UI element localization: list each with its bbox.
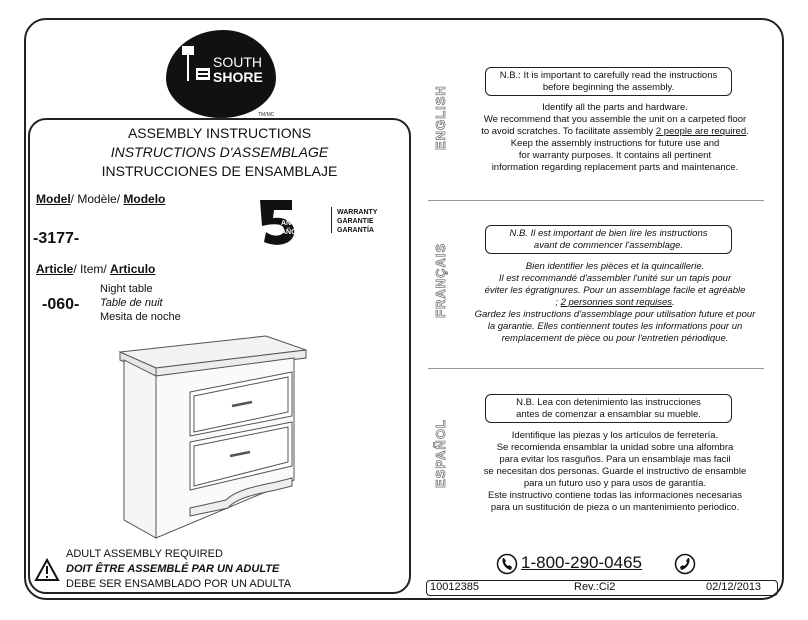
phone-number: 1-800-290-0465	[521, 553, 642, 572]
article-number: -060-	[42, 296, 80, 313]
warning-icon	[34, 558, 60, 582]
document-code: 10012385	[430, 581, 479, 593]
section-label-french: FRANÇAIS	[433, 242, 448, 318]
logo-shore: SHORE	[213, 69, 263, 85]
adult-required-es: DEBE SER ENSAMBLADO POR UN ADULTA	[66, 578, 292, 590]
paragraph-english: Identify all the parts and hardware. We recommend that you assemble the unit on a carpeted floor to avoid scratches. To facilitate assembly 2 people are required. Keep the assembly instructions for future use and for warranty purposes. It contains all pertinent information regarding replacement parts and maintenance.	[481, 102, 749, 173]
adult-required-en: ADULT ASSEMBLY REQUIRED	[66, 548, 223, 560]
section-divider	[428, 368, 764, 369]
revision: Rev.:Ci2	[574, 581, 616, 593]
title-es: INSTRUCCIONES DE ENSAMBLAJE	[101, 163, 338, 179]
title-fr: INSTRUCTIONS D'ASSEMBLAGE	[110, 144, 329, 160]
night-table-illustration	[116, 330, 312, 542]
trademark: TM/MC	[258, 112, 275, 118]
section-label-spanish: ESPAÑOL	[433, 419, 448, 488]
document-date: 02/12/2013	[706, 581, 762, 593]
phone-icon	[496, 553, 518, 575]
article-desc-en: Night table	[100, 283, 153, 295]
title-en: ASSEMBLY INSTRUCTIONS	[127, 125, 312, 141]
paragraph-spanish: Identifique las piezas y los artículos de ferretería. Se recomienda ensamblar la unidad sobre una alfombra para evitar los rasguños. Para un ensamblaje mas facil se necesitan dos personas. Guarde el instructivo de ensamble para un futuro uso y para usos de garantía. Este instructivo contiene todas las informaciones necesarias para un sustitución de pieza o un mantenimiento periodico.	[483, 430, 747, 513]
model-number: -3177-	[33, 230, 80, 247]
section-label-english: ENGLISH	[433, 85, 448, 150]
warranty-divider	[331, 207, 332, 233]
lamp-logo-icon	[178, 46, 212, 86]
adult-required-fr: DOIT ÊTRE ASSEMBLÉ PAR UN ADULTE	[66, 563, 280, 575]
article-label: Article/ Item/ Articulo	[36, 262, 156, 276]
warranty-text: WARRANTY GARANTIE GARANTÍA	[337, 209, 378, 234]
article-desc-fr: Table de nuit	[100, 297, 163, 309]
logo-south: SOUTH	[213, 54, 262, 70]
article-desc-es: Mesita de noche	[100, 311, 181, 323]
section-divider	[428, 200, 764, 201]
phone-icon	[674, 553, 696, 575]
paragraph-french: Bien identifier les pièces et la quincaillerie. Il est recommandé d'assembler l'unité sur un tapis pour éviter les égratignures. Pour un assemblage facile et agréable ; 2 personnes sont requises. Gardez les instructions d'assemblage pour utilisation future et pour la garantie. Elles contiennent toutes les informations pour un remplacement de pièce ou pour l'entretien périodique.	[474, 261, 756, 344]
model-label: Model/ Modèle/ Modelo	[36, 192, 166, 206]
note-box-spanish: N.B. Lea con detenimiento las instrucciones antes de comenzar a ensamblar su mueble.	[485, 394, 732, 423]
warranty-years: YEARS ANS AÑOS	[281, 211, 306, 236]
note-box-english: N.B.: It is important to carefully read the instructions before beginning the assembly.	[485, 67, 732, 96]
note-box-french: N.B. Il est important de bien lire les instructions avant de commencer l'assemblage.	[485, 225, 732, 254]
